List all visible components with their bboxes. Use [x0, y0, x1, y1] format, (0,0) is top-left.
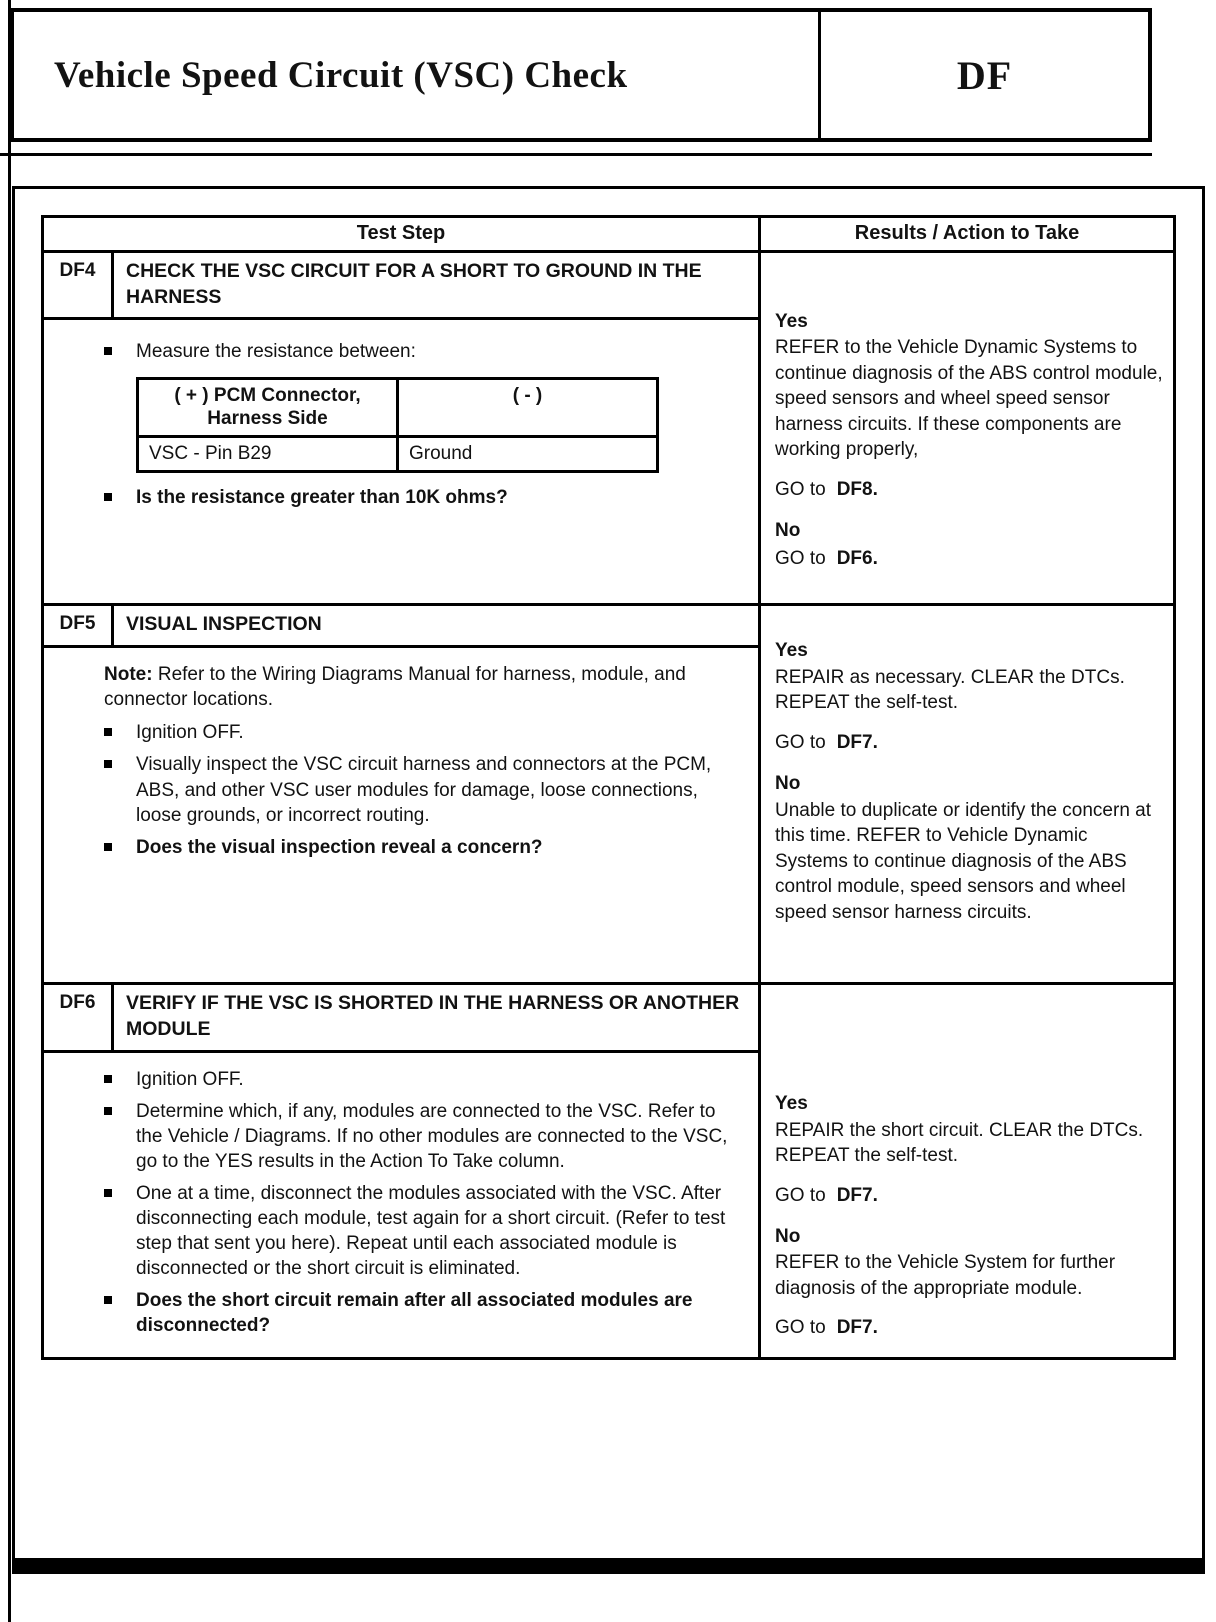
step-df5-id: DF5 [43, 605, 113, 647]
df6-bullet-disconnect [104, 1181, 746, 1281]
step-df6-id: DF6 [43, 984, 113, 1051]
df6-no-text: REFER to the Vehicle System for further diagnosis of the appropriate module. [775, 1252, 1116, 1299]
column-header-test-step: Test Step [43, 217, 760, 252]
step-df5-title: VISUAL INSPECTION [113, 605, 760, 647]
step-df4-body-cell [43, 319, 760, 605]
page-title-cell [14, 12, 818, 138]
goto-target: DF7. [836, 1184, 878, 1206]
step-df6-title: VERIFY IF THE VSC IS SHORTED IN THE HARNESS OR ANOTHER MODULE [113, 984, 760, 1051]
bullet-text: Does the visual inspection reveal a concern? [136, 836, 543, 858]
step-df5-results-cell [760, 605, 1175, 984]
df6-bullet-determine [104, 1099, 746, 1174]
goto-prefix: GO to [775, 547, 826, 569]
step-df4-title-row [43, 252, 1175, 319]
step-df5-title-row [43, 605, 1175, 647]
bullet-square-icon [104, 347, 112, 355]
diagnostic-table [41, 215, 1176, 1360]
df6-yes-text: REPAIR the short circuit. CLEAR the DTCs. REPEAT the self-test. [775, 1119, 1144, 1167]
note-label: Note: [104, 664, 153, 686]
goto-target: DF8. [836, 478, 878, 500]
df4-bullet-question [104, 485, 746, 510]
df4-bullet-measure [104, 339, 746, 364]
df5-no-label: No [775, 773, 801, 795]
content-frame [12, 186, 1205, 1574]
measurement-cell-pin: VSC - Pin B29 [138, 437, 398, 472]
page-border-line [8, 0, 11, 1622]
df5-note [104, 662, 746, 712]
df6-no-label: No [775, 1226, 801, 1248]
df5-bullet-inspect [104, 752, 746, 827]
measurement-header-minus: ( - ) [398, 378, 658, 437]
note-text: Refer to the Wiring Diagrams Manual for harness, module, and connector locations. [104, 664, 686, 711]
bullet-square-icon [104, 493, 112, 501]
step-df4-title: CHECK THE VSC CIRCUIT FOR A SHORT TO GROUND IN THE HARNESS [113, 252, 760, 319]
df4-no-label: No [775, 520, 801, 542]
goto-target: DF7. [836, 1317, 878, 1339]
step-df4-id: DF4 [43, 252, 113, 319]
df4-yes-text: REFER to the Vehicle Dynamic Systems to continue diagnosis of the ABS control module, speed sensors and wheel speed sensor harness circuits. If these components are working properly, [775, 337, 1163, 461]
measurement-table-data-row [138, 437, 658, 472]
df6-bullet-question [104, 1288, 746, 1338]
bullet-square-icon [104, 1107, 112, 1115]
goto-prefix: GO to [775, 478, 826, 500]
goto-target: DF6. [836, 547, 878, 569]
df5-yes-label: Yes [775, 640, 808, 662]
df5-yes-text: REPAIR as necessary. CLEAR the DTCs. REPEAT the self-test. [775, 666, 1125, 714]
table-header-row [43, 217, 1175, 252]
bullet-square-icon [104, 1189, 112, 1197]
step-df5-body-cell [43, 647, 760, 984]
page-code: DF [956, 52, 1013, 98]
df6-bullet-ignition [104, 1067, 746, 1092]
bullet-square-icon [104, 760, 112, 768]
page-header-box [10, 8, 1152, 142]
bullet-text: Is the resistance greater than 10K ohms? [136, 487, 508, 509]
df5-bullet-ignition [104, 720, 746, 745]
bullet-text: One at a time, disconnect the modules associated with the VSC. After disconnecting each module, test again for a short circuit. (Refer to test step that sent you here). Repeat until each associated module is disconnected or the short circuit is eliminated. [136, 1182, 726, 1280]
bullet-text: Ignition OFF. [136, 722, 244, 744]
bullet-text: Does the short circuit remain after all associated modules are disconnected? [136, 1290, 693, 1337]
bullet-text: Ignition OFF. [136, 1068, 244, 1090]
page-title: Vehicle Speed Circuit (VSC) Check [54, 54, 628, 96]
measurement-table [136, 377, 659, 474]
bullet-square-icon [104, 728, 112, 736]
df5-yes-goto [775, 730, 1163, 755]
goto-prefix: GO to [775, 731, 826, 753]
measurement-header-plus: ( + ) PCM Connector, Harness Side [138, 378, 398, 437]
measurement-cell-ground: Ground [398, 437, 658, 472]
bullet-square-icon [104, 843, 112, 851]
bullet-square-icon [104, 1075, 112, 1083]
df4-yes-goto [775, 477, 1163, 502]
goto-target: DF7. [836, 731, 878, 753]
page-code-cell [818, 12, 1148, 138]
step-df6-body-cell [43, 1051, 760, 1359]
measurement-table-header-row [138, 378, 658, 437]
bullet-text: Visually inspect the VSC circuit harness and connectors at the PCM, ABS, and other VSC user modules for damage, loose connections, loose grounds, or incorrect routing. [136, 754, 712, 826]
goto-prefix: GO to [775, 1317, 826, 1339]
df6-yes-label: Yes [775, 1093, 808, 1115]
df4-no-goto [775, 546, 1163, 571]
df5-bullet-question [104, 835, 746, 860]
bullet-text: Measure the resistance between: [136, 341, 416, 363]
goto-prefix: GO to [775, 1184, 826, 1206]
bullet-square-icon [104, 1296, 112, 1304]
column-header-results: Results / Action to Take [760, 217, 1175, 252]
bullet-text: Determine which, if any, modules are connected to the VSC. Refer to the Vehicle / Diagrams. If no other modules are connected to the VSC, go to the YES results in the Action To Take column. [136, 1100, 728, 1172]
header-divider-rule [0, 153, 1152, 156]
step-df6-title-row [43, 984, 1175, 1051]
step-df6-results-cell [760, 984, 1175, 1359]
df5-no-text: Unable to duplicate or identify the concern at this time. REFER to Vehicle Dynamic Systems to continue diagnosis of the ABS control module, speed sensors and wheel speed sensor harness circuits. [775, 799, 1152, 923]
df6-yes-goto [775, 1183, 1163, 1208]
df6-no-goto [775, 1315, 1163, 1340]
step-df4-results-cell [760, 252, 1175, 605]
df4-yes-label: Yes [775, 311, 808, 332]
